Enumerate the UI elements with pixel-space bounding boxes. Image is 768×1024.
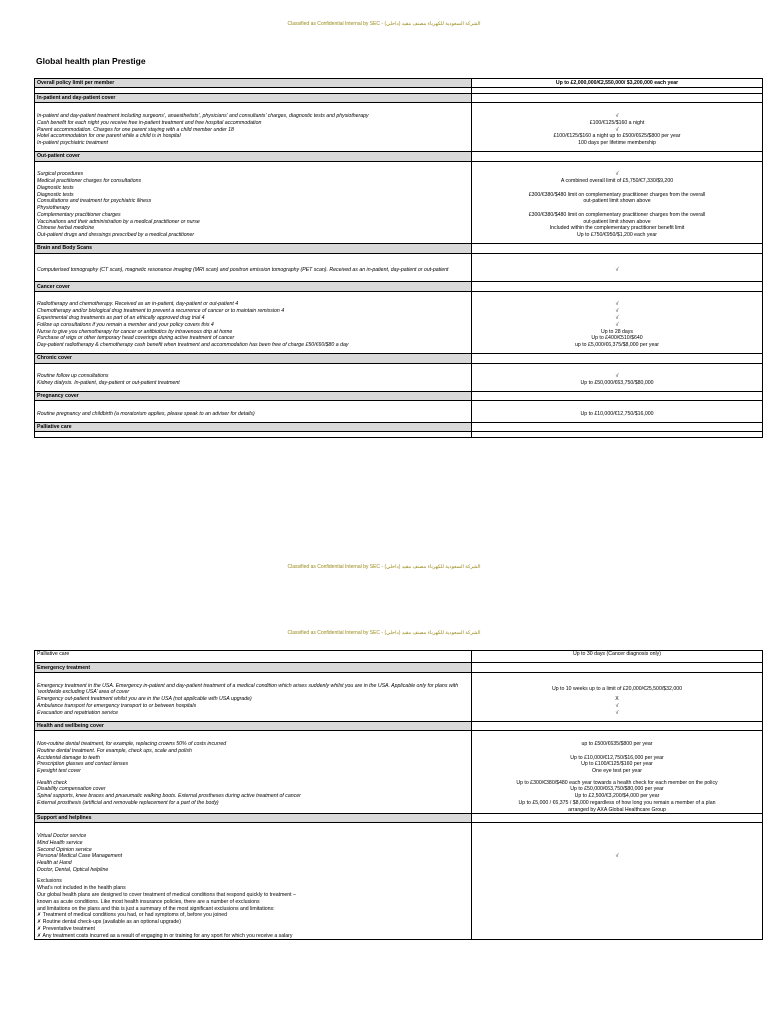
table-row bbox=[35, 321, 763, 328]
benefit-value: √ bbox=[472, 710, 763, 717]
benefit-label: Health check bbox=[35, 779, 472, 786]
table-row bbox=[35, 806, 763, 813]
table-row bbox=[35, 205, 763, 212]
table-row bbox=[35, 651, 763, 658]
benefit-value: Up to £400/€510/$640 bbox=[472, 335, 763, 342]
section-header-row bbox=[35, 282, 763, 291]
benefit-label: Follow up consultations if you remain a member and your policy covers this 4 bbox=[35, 321, 472, 328]
benefit-value: X bbox=[472, 696, 763, 703]
benefit-label: Doctor, Dental, Optical helpline bbox=[35, 867, 472, 874]
section-header-row bbox=[35, 391, 763, 400]
benefit-value bbox=[472, 354, 763, 363]
benefit-value: Up to £50,000/€63,750/$80,000 bbox=[472, 380, 763, 387]
section-header-row bbox=[35, 79, 763, 88]
table-row bbox=[35, 225, 763, 232]
benefit-label: Evacuation and repatriation service bbox=[35, 710, 472, 717]
benefit-value: out-patient limit shown above bbox=[472, 218, 763, 225]
benefit-value: Up to £750/€950/$1,200 each year bbox=[472, 232, 763, 239]
table-row bbox=[35, 839, 763, 846]
table-row bbox=[35, 380, 763, 387]
table-row bbox=[35, 768, 763, 775]
benefit-label: Second Opinion service bbox=[35, 846, 472, 853]
benefit-label: Cancer cover bbox=[35, 282, 472, 291]
benefit-label: Computerised tomography (CT scan), magnetic resonance imaging (MRI scan) and positron emission tomography (PET scan). Received as an in-patient, day-patient or out-patient bbox=[35, 263, 472, 277]
benefit-value bbox=[472, 814, 763, 823]
benefit-label: Kidney dialysis. In-patient, day-patient or out-patient treatment bbox=[35, 380, 472, 387]
table-row bbox=[35, 119, 763, 126]
benefit-value bbox=[472, 721, 763, 730]
benefit-value: Up to £5,000 / €6,375 / $8,000 regardless of how long you remain a member of a plan bbox=[472, 800, 763, 807]
benefit-label: Routine follow up consultations bbox=[35, 373, 472, 380]
section-header-row bbox=[35, 354, 763, 363]
table-row bbox=[35, 212, 763, 219]
table-row bbox=[35, 308, 763, 315]
benefit-label: Routine dental treatment. For example, check ups, scale and polish bbox=[35, 747, 472, 754]
table-row bbox=[35, 232, 763, 239]
benefit-label: Non-routine dental treatment, for example, replacing crowns 50% of costs incurred bbox=[35, 741, 472, 748]
benefit-label: Consultations and treatment for psychiatric illness bbox=[35, 198, 472, 205]
benefit-value bbox=[472, 867, 763, 874]
benefit-label: Day-patient radiotherapy & chemotherapy cash benefit when treatment and accommodation has been free of charge £50/€60/$80 a day bbox=[35, 342, 472, 349]
benefit-label: Palliative care bbox=[35, 651, 472, 658]
benefit-value: Up to 10 weeks up to a limit of £20,000/€25,500/$32,000 bbox=[472, 682, 763, 696]
benefit-value bbox=[472, 905, 763, 912]
table-row bbox=[35, 191, 763, 198]
table-row bbox=[35, 126, 763, 133]
table-row bbox=[35, 786, 763, 793]
benefits-table-page-2 bbox=[34, 650, 763, 940]
table-row bbox=[35, 853, 763, 860]
benefit-label: Mind Health service bbox=[35, 839, 472, 846]
benefit-value: Up to £10,000/€12,750/$16,000 bbox=[472, 411, 763, 418]
table-row bbox=[35, 373, 763, 380]
table-row bbox=[35, 860, 763, 867]
benefit-label: ✗ Any treatment costs incurred as a result of engaging in or training for any sport for which you receive a salary bbox=[35, 932, 472, 939]
table-row bbox=[35, 342, 763, 349]
benefit-value: √ bbox=[472, 853, 763, 860]
table-row bbox=[35, 328, 763, 335]
benefit-value bbox=[472, 152, 763, 161]
section-header-row bbox=[35, 244, 763, 253]
benefit-value: √ bbox=[472, 703, 763, 710]
document-title: Global health plan Prestige bbox=[36, 56, 146, 66]
benefit-label: In-patient and day-patient treatment including surgeons’, anaesthetists’, physicians’ and consultants’ charges, diagnostic tests and physiotherapy bbox=[35, 113, 472, 120]
benefit-value bbox=[472, 885, 763, 892]
benefit-label: Accidental damage to teeth bbox=[35, 754, 472, 761]
benefit-label: Virtual Doctor service bbox=[35, 833, 472, 840]
benefit-value bbox=[472, 432, 763, 438]
benefit-label: Emergency treatment bbox=[35, 663, 472, 672]
benefit-label: In-patient psychiatric treatment bbox=[35, 140, 472, 147]
benefit-value: √ bbox=[472, 308, 763, 315]
benefit-label: Chemotherapy and/or biological drug treatment to prevent a recurrence of cancer or to maintain remission 4 bbox=[35, 308, 472, 315]
benefit-value: √ bbox=[472, 321, 763, 328]
benefit-label: Emergency treatment in the USA. Emergency in-patient and day-patient treatment of a medical condition which arises suddenly whilst you are in the USA. Applicable only for plans with ‘worldwide excluding USA’ area of cover bbox=[35, 682, 472, 696]
table-row bbox=[35, 682, 763, 696]
benefit-label: Purchase of wigs or other temporary head coverings during active treatment of cancer bbox=[35, 335, 472, 342]
benefit-label: Disability compensation cover bbox=[35, 786, 472, 793]
benefit-label: Brain and Body Scans bbox=[35, 244, 472, 253]
table-row bbox=[35, 218, 763, 225]
table-row bbox=[35, 793, 763, 800]
benefit-value: up to £5,000/€6,375/$8,000 per year bbox=[472, 342, 763, 349]
benefit-value: √ bbox=[472, 301, 763, 308]
table-row bbox=[35, 867, 763, 874]
benefit-label: Parent accommodation. Charges for one parent staying with a child member under 18 bbox=[35, 126, 472, 133]
benefit-label bbox=[35, 806, 472, 813]
section-header-row bbox=[35, 663, 763, 672]
benefit-value: Up to £2,500/€3,200/$4,000 per year bbox=[472, 793, 763, 800]
benefit-value bbox=[472, 833, 763, 840]
section-header-row bbox=[35, 152, 763, 161]
benefit-label: Exclusions bbox=[35, 878, 472, 885]
classification-footer: Classified as Confidential Internal by SEC - الشركة السعودية للكهرباء مصنف مقيد (داخلي) bbox=[287, 564, 481, 570]
benefit-value bbox=[472, 892, 763, 899]
benefit-label: Diagnostic tests bbox=[35, 184, 472, 191]
table-row bbox=[35, 846, 763, 853]
benefit-label: Complementary practitioner charges bbox=[35, 212, 472, 219]
table-row bbox=[35, 926, 763, 933]
benefit-value bbox=[472, 926, 763, 933]
benefit-label: Emergency out-patient treatment whilst you are in the USA (not applicable with USA upgrade) bbox=[35, 696, 472, 703]
benefits-table-page-1 bbox=[34, 78, 763, 438]
benefit-value bbox=[472, 93, 763, 102]
benefit-value bbox=[472, 898, 763, 905]
table-row bbox=[35, 113, 763, 120]
table-row bbox=[35, 263, 763, 277]
table-row bbox=[35, 919, 763, 926]
section-header-row bbox=[35, 93, 763, 102]
benefit-label: Surgical procedures bbox=[35, 171, 472, 178]
benefit-label: External prosthesis (artificial and removable replacement for a part of the body) bbox=[35, 800, 472, 807]
benefit-label: Cash benefit for each night you receive free in-patient treatment and free hospital accommodation bbox=[35, 119, 472, 126]
benefit-value: Up to 28 days bbox=[472, 328, 763, 335]
benefit-value bbox=[472, 391, 763, 400]
benefit-value bbox=[472, 184, 763, 191]
table-row bbox=[35, 892, 763, 899]
benefit-value: Included within the complementary practitioner benefit limit bbox=[472, 225, 763, 232]
table-row bbox=[35, 754, 763, 761]
table-row bbox=[35, 198, 763, 205]
benefit-value: Up to £300/€380/$480 each year towards a health check for each member on the policy bbox=[472, 779, 763, 786]
benefit-value: £300/€380/$480 limit on complementary practitioner charges from the overall bbox=[472, 212, 763, 219]
benefit-value bbox=[472, 282, 763, 291]
table-row bbox=[35, 833, 763, 840]
benefit-label: Out-patient cover bbox=[35, 152, 472, 161]
benefit-label: Our global health plans are designed to cover treatment of medical conditions that respond quickly to treatment – bbox=[35, 892, 472, 899]
benefit-value: √ bbox=[472, 315, 763, 322]
table-row bbox=[35, 315, 763, 322]
benefit-value: Up to £2,000,000/€2,550,000/ $3,200,000 each year bbox=[472, 79, 763, 88]
table-row bbox=[35, 885, 763, 892]
benefit-value bbox=[472, 205, 763, 212]
benefit-label: Hotel accommodation for one parent while a child is in hospital bbox=[35, 133, 472, 140]
table-row bbox=[35, 335, 763, 342]
benefit-value: Up to £10,000/€12,750/$16,000 per year bbox=[472, 754, 763, 761]
benefit-label: Support and helplines bbox=[35, 814, 472, 823]
benefit-value: √ bbox=[472, 113, 763, 120]
benefit-value bbox=[472, 244, 763, 253]
table-row bbox=[35, 800, 763, 807]
benefit-label: Pregnancy cover bbox=[35, 391, 472, 400]
benefit-label: Routine pregnancy and childbirth (a moratorium applies, please speak to an adviser for details) bbox=[35, 411, 472, 418]
benefit-value: £100/€125/$160 a night bbox=[472, 119, 763, 126]
benefit-label: Experimental drug treatments as part of an ethically approved drug trial 4 bbox=[35, 315, 472, 322]
benefit-value: £100/€125/$160 a night up to £500/€625/$800 per year bbox=[472, 133, 763, 140]
benefit-value: √ bbox=[472, 263, 763, 277]
benefit-value bbox=[472, 747, 763, 754]
benefit-label: What’s not included in the health plans bbox=[35, 885, 472, 892]
benefit-value: √ bbox=[472, 171, 763, 178]
section-header-row bbox=[35, 814, 763, 823]
benefit-label: Health at Hand bbox=[35, 860, 472, 867]
table-row bbox=[35, 779, 763, 786]
benefit-label: In-patient and day-patient cover bbox=[35, 93, 472, 102]
benefit-label: ✗ Treatment of medical conditions you had, or had symptoms of, before you joined bbox=[35, 912, 472, 919]
benefit-label: Health and wellbeing cover bbox=[35, 721, 472, 730]
benefit-label: Palliative care bbox=[35, 422, 472, 431]
benefit-value bbox=[472, 860, 763, 867]
table-row bbox=[35, 140, 763, 147]
benefit-value: √ bbox=[472, 373, 763, 380]
benefit-label: Medical practitioner charges for consultations bbox=[35, 178, 472, 185]
table-row bbox=[35, 171, 763, 178]
benefit-label: Eyesight test cover bbox=[35, 768, 472, 775]
table-row bbox=[35, 932, 763, 939]
benefit-label bbox=[35, 432, 472, 438]
classification-header: Classified as Confidential Internal by SEC - الشركة السعودية للكهرباء مصنف مقيد (داخلي) bbox=[287, 21, 481, 27]
section-header-row bbox=[35, 721, 763, 730]
benefit-value: Up to £50,000/€63,750/$80,000 per year bbox=[472, 786, 763, 793]
benefit-value: A combined overall limit of £5,750/€7,330/$9,200 bbox=[472, 178, 763, 185]
benefit-value: 100 days per lifetime membership bbox=[472, 140, 763, 147]
benefit-value bbox=[472, 919, 763, 926]
benefit-label: Vaccinations and their administration by a medical practitioner or nurse bbox=[35, 218, 472, 225]
benefit-label: ✗ Preventative treatment bbox=[35, 926, 472, 933]
benefit-value bbox=[472, 663, 763, 672]
benefit-label: Diagnostic tests bbox=[35, 191, 472, 198]
benefit-value: Up to 30 days (Cancer diagnosis only) bbox=[472, 651, 763, 658]
benefit-label: Prescription glasses and contact lenses bbox=[35, 761, 472, 768]
benefit-value bbox=[472, 422, 763, 431]
benefit-value: out-patient limit shown above bbox=[472, 198, 763, 205]
benefit-label: Radiotherapy and chemotherapy. Received as an in-patient, day-patient or out-patient 4 bbox=[35, 301, 472, 308]
table-row bbox=[35, 905, 763, 912]
benefit-label: Ambulance transport for emergency transport to or between hospitals bbox=[35, 703, 472, 710]
benefit-value: £300/€380/$480 limit on complementary practitioner charges from the overall bbox=[472, 191, 763, 198]
classification-header-2: Classified as Confidential Internal by SEC - الشركة السعودية للكهرباء مصنف مقيد (داخلي) bbox=[287, 630, 481, 636]
benefit-value bbox=[472, 839, 763, 846]
table-row bbox=[35, 184, 763, 191]
benefit-label: ✗ Routine dental check-ups (available as an optional upgrade) bbox=[35, 919, 472, 926]
table-row bbox=[35, 878, 763, 885]
table-row bbox=[35, 741, 763, 748]
benefit-label: Personal Medical Case Management bbox=[35, 853, 472, 860]
benefit-value: up to £500/€635/$800 per year bbox=[472, 741, 763, 748]
benefit-label: known as acute conditions. Like most health insurance policies, there are a number of exclusions bbox=[35, 898, 472, 905]
benefit-value bbox=[472, 912, 763, 919]
benefit-value: √ bbox=[472, 126, 763, 133]
table-row bbox=[35, 703, 763, 710]
table-row bbox=[35, 432, 763, 438]
benefit-label: Spinal supports, knee braces and pnueumatic walking boots. External prostheses during active treatment of cancer bbox=[35, 793, 472, 800]
table-row bbox=[35, 411, 763, 418]
section-header-row bbox=[35, 422, 763, 431]
benefit-label: Overall policy limit per member bbox=[35, 79, 472, 88]
benefit-label: Nurse to give you chemotherapy for cancer or antibiotics by intravenous drip at home bbox=[35, 328, 472, 335]
table-row bbox=[35, 898, 763, 905]
benefit-label: Out-patient drugs and dressings prescribed by a medical practitioner bbox=[35, 232, 472, 239]
table-row bbox=[35, 710, 763, 717]
benefit-value: Up to £100/€125/$160 per year bbox=[472, 761, 763, 768]
table-row bbox=[35, 301, 763, 308]
table-row bbox=[35, 696, 763, 703]
benefit-label: and limitations on the plans and this is just a summary of the most significant exclusions and limitations: bbox=[35, 905, 472, 912]
benefit-value: arranged by AXA Global Healthcare Group bbox=[472, 806, 763, 813]
table-row bbox=[35, 747, 763, 754]
benefit-label: Physiotherapy bbox=[35, 205, 472, 212]
benefit-label: Chinese herbal medicine bbox=[35, 225, 472, 232]
benefit-label: Chronic cover bbox=[35, 354, 472, 363]
benefit-value: One eye test per year bbox=[472, 768, 763, 775]
benefit-value bbox=[472, 846, 763, 853]
table-row bbox=[35, 761, 763, 768]
table-row bbox=[35, 133, 763, 140]
benefit-value bbox=[472, 932, 763, 939]
benefit-value bbox=[472, 878, 763, 885]
table-row bbox=[35, 178, 763, 185]
table-row bbox=[35, 912, 763, 919]
